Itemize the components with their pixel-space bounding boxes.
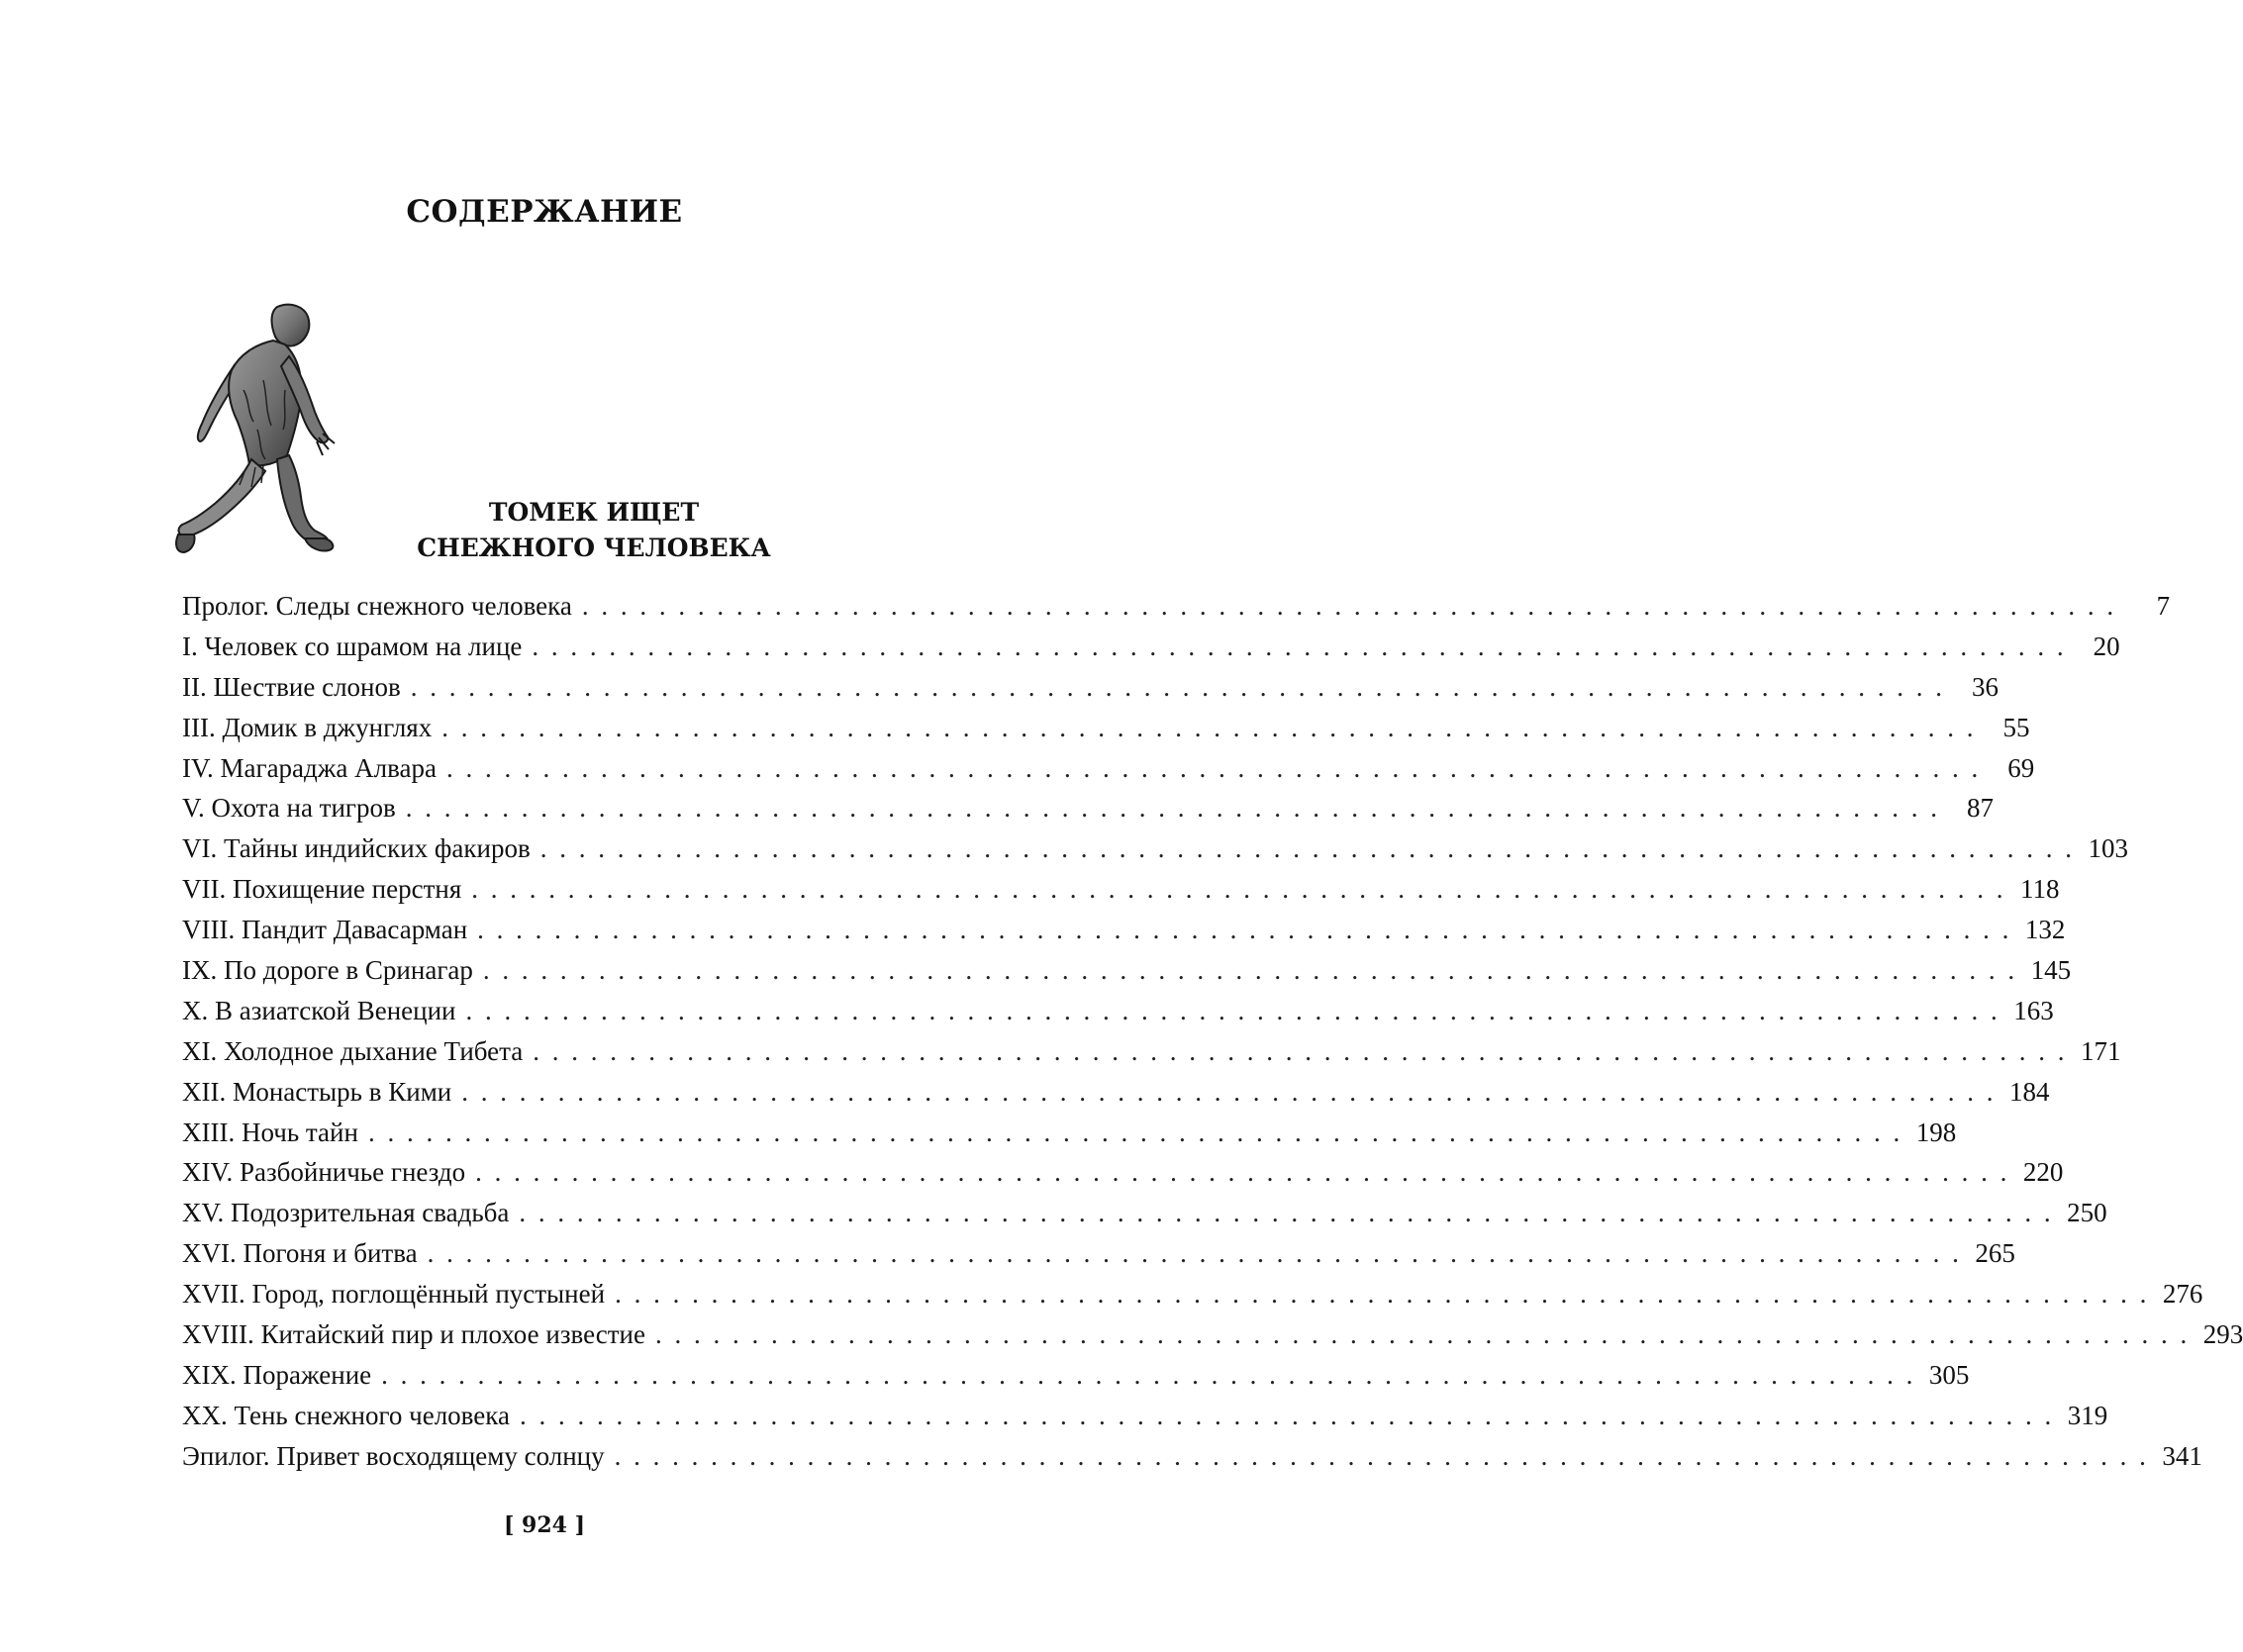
toc-dot-leader: . . . . . . . . . . . . . . . . . . . . . . . . . . . . . . . . . . . . . . . . . . . . . . . . . . . . . . . . . . . . . . . . . . . . . . . . . . . . . . . . (446, 752, 1982, 783)
toc-dot-leader: . . . . . . . . . . . . . . . . . . . . . . . . . . . . . . . . . . . . . . . . . . . . . . . . . . . . . . . . . . . . . . . . . . . . . . . . . . . . . . . . (471, 874, 2006, 905)
toc-dot-leader: . . . . . . . . . . . . . . . . . . . . . . . . . . . . . . . . . . . . . . . . . . . . . . . . . . . . . . . . . . . . . . . . . . . . . . . . . . . . . . . . (482, 955, 2018, 986)
toc-entry[interactable] (182, 1238, 2015, 1279)
toc-entry-page: 250 (2067, 1198, 2107, 1228)
toc-entry-page: 145 (2030, 955, 2072, 986)
toc-entry[interactable] (182, 631, 2120, 672)
toc-entry[interactable] (182, 1359, 1970, 1401)
toc-entry[interactable] (182, 793, 1994, 833)
toc-entry[interactable] (182, 591, 2171, 632)
toc-entry-page: 184 (2008, 1076, 2050, 1107)
toc-dot-leader: . . . . . . . . . . . . . . . . . . . . . . . . . . . . . . . . . . . . . . . . . . . . . . . . . . . . . . . . . . . . . . . . . . . . . . . . . . . . . . . . (475, 1157, 2010, 1188)
toc-entry-page: 132 (2024, 915, 2066, 945)
toc-entry-title: XVIII. Китайский пир и плохое известие (182, 1319, 645, 1350)
toc-entry[interactable] (182, 1440, 2202, 1482)
toc-entry-page: 36 (1972, 671, 1999, 702)
toc-dot-leader: . . . . . . . . . . . . . . . . . . . . . . . . . . . . . . . . . . . . . . . . . . . . . . . . . . . . . . . . . . . . . . . . . . . . . . . . . . . . . . . . (581, 591, 2117, 621)
section-title (396, 495, 792, 566)
toc-entry-page: 198 (1915, 1117, 1957, 1147)
toc-entry-title: XIV. Разбойничье гнездо (182, 1157, 466, 1188)
toc-entry[interactable] (182, 1117, 1957, 1158)
toc-entry-page: 319 (2067, 1400, 2108, 1430)
toc-entry[interactable] (182, 671, 1999, 713)
toc-entry[interactable] (182, 712, 2030, 753)
toc-entry-page: 171 (2081, 1035, 2121, 1066)
toc-entry-page: 103 (2088, 833, 2128, 864)
toc-dot-leader: . . . . . . . . . . . . . . . . . . . . . . . . . . . . . . . . . . . . . . . . . . . . . . . . . . . . . . . . . . . . . . . . . . . . . . . . . . . . . . . . (465, 995, 2000, 1025)
toc-entry[interactable] (182, 915, 2066, 955)
toc-entry-title: VI. Тайны индийских факиров (182, 833, 531, 864)
toc-entry-title: XI. Холодное дыхание Тибета (182, 1035, 524, 1066)
toc-dot-leader: . . . . . . . . . . . . . . . . . . . . . . . . . . . . . . . . . . . . . . . . . . . . . . . . . . . . . . . . . . . . . . . . . . . . . . . . . . . . . . . . (615, 1279, 2150, 1310)
toc-entry-title: III. Домик в джунглях (182, 712, 433, 742)
toc-entry-page: 265 (1975, 1238, 2015, 1269)
toc-entry[interactable] (182, 1198, 2107, 1238)
toc-entry[interactable] (182, 833, 2128, 874)
toc-dot-leader: . . . . . . . . . . . . . . . . . . . . . . . . . . . . . . . . . . . . . . . . . . . . . . . . . . . . . . . . . . . . . . . . . . . . . . . . . . . . . . . . (477, 915, 2012, 945)
toc-entry-title: XVI. Погоня и битва (182, 1238, 418, 1269)
toc-entry-page: 87 (1967, 793, 1994, 824)
toc-dot-leader: . . . . . . . . . . . . . . . . . . . . . . . . . . . . . . . . . . . . . . . . . . . . . . . . . . . . . . . . . . . . . . . . . . . . . . . . . . . . . . . . (539, 833, 2075, 864)
toc-entry[interactable] (182, 1076, 2050, 1118)
toc-dot-leader: . . . . . . . . . . . . . . . . . . . . . . . . . . . . . . . . . . . . . . . . . . . . . . . . . . . . . . . . . . . . . . . . . . . . . . . . . . . . . . . . (533, 1035, 2068, 1066)
toc-entry-title: IX. По дороге в Сринагар (182, 955, 473, 986)
toc-dot-leader: . . . . . . . . . . . . . . . . . . . . . . . . . . . . . . . . . . . . . . . . . . . . . . . . . . . . . . . . . . . . . . . . . . . . . . . . . . . . . . . . (532, 631, 2067, 661)
toc-dot-leader: . . . . . . . . . . . . . . . . . . . . . . . . . . . . . . . . . . . . . . . . . . . . . . . . . . . . . . . . . . . . . . . . . . . . . . . . . . . . . . . . (519, 1400, 2055, 1430)
toc-dot-leader: . . . . . . . . . . . . . . . . . . . . . . . . . . . . . . . . . . . . . . . . . . . . . . . . . . . . . . . . . . . . . . . . . . . . . . . . . . . . . . . . (405, 793, 1940, 824)
toc-entry-title: XV. Подозрительная свадьба (182, 1198, 510, 1228)
toc-entry[interactable] (182, 874, 2060, 915)
toc-dot-leader: . . . . . . . . . . . . . . . . . . . . . . . . . . . . . . . . . . . . . . . . . . . . . . . . . . . . . . . . . . . . . . . . . . . . . . . . . . . . . . . . (427, 1238, 1962, 1269)
toc-entry[interactable] (182, 1279, 2203, 1319)
toc-entry-page: 220 (2022, 1157, 2064, 1188)
toc-entry-page: 20 (2093, 631, 2120, 661)
toc-entry-page: 55 (2002, 712, 2030, 742)
toc-dot-leader: . . . . . . . . . . . . . . . . . . . . . . . . . . . . . . . . . . . . . . . . . . . . . . . . . . . . . . . . . . . . . . . . . . . . . . . . . . . . . . . . (461, 1076, 1997, 1107)
toc-entry-title: II. Шествие слонов (182, 671, 401, 702)
toc-entry-page: 69 (2007, 752, 2035, 783)
yeti-illustration (174, 301, 352, 566)
toc-entry-title: XVII. Город, поглощённый пустыней (182, 1279, 606, 1310)
toc-dot-leader: . . . . . . . . . . . . . . . . . . . . . . . . . . . . . . . . . . . . . . . . . . . . . . . . . . . . . . . . . . . . . . . . . . . . . . . . . . . . . . . . (654, 1319, 2191, 1350)
toc-entry[interactable] (182, 1035, 2121, 1077)
section-title-line-2: СНЕЖНОГО ЧЕЛОВЕКА (417, 534, 771, 562)
page-title: СОДЕРЖАНИЕ (406, 194, 683, 230)
toc-entry-title: Эпилог. Привет восходящему солнцу (182, 1440, 605, 1471)
table-of-contents (182, 591, 2243, 1482)
toc-entry-title: VII. Похищение перстня (182, 874, 462, 905)
toc-entry[interactable] (182, 752, 2035, 794)
toc-dot-leader: . . . . . . . . . . . . . . . . . . . . . . . . . . . . . . . . . . . . . . . . . . . . . . . . . . . . . . . . . . . . . . . . . . . . . . . . . . . . . . . . (441, 712, 1977, 742)
toc-entry[interactable] (182, 1157, 2064, 1198)
toc-entry-title: V. Охота на тигров (182, 793, 396, 824)
yeti-figure-icon (174, 301, 352, 566)
toc-entry-title: XIX. Поражение (182, 1359, 372, 1390)
toc-entry-page: 163 (2013, 995, 2054, 1025)
toc-entry-page: 276 (2162, 1279, 2203, 1310)
toc-entry[interactable] (182, 1400, 2108, 1441)
toc-entry-title: XII. Монастырь в Кими (182, 1076, 452, 1107)
toc-entry-page: 341 (2162, 1440, 2202, 1471)
toc-entry[interactable] (182, 955, 2072, 996)
toc-entry-page: 305 (1928, 1359, 1970, 1390)
toc-dot-leader: . . . . . . . . . . . . . . . . . . . . . . . . . . . . . . . . . . . . . . . . . . . . . . . . . . . . . . . . . . . . . . . . . . . . . . . . . . . . . . . . (367, 1117, 1903, 1147)
toc-entry-title: X. В азиатской Венеции (182, 995, 456, 1025)
toc-entry-title: XIII. Ночь тайн (182, 1117, 358, 1147)
section-title-line-1: ТОМЕК ИЩЕТ (488, 498, 700, 527)
toc-entry-title: VIII. Пандит Давасарман (182, 915, 468, 945)
toc-dot-leader: . . . . . . . . . . . . . . . . . . . . . . . . . . . . . . . . . . . . . . . . . . . . . . . . . . . . . . . . . . . . . . . . . . . . . . . . . . . . . . . . (614, 1440, 2149, 1471)
toc-entry[interactable] (182, 1319, 2243, 1360)
toc-entry-title: Пролог. Следы снежного человека (182, 591, 572, 621)
toc-entry-page: 118 (2020, 874, 2060, 905)
toc-dot-leader: . . . . . . . . . . . . . . . . . . . . . . . . . . . . . . . . . . . . . . . . . . . . . . . . . . . . . . . . . . . . . . . . . . . . . . . . . . . . . . . . (410, 671, 1945, 702)
toc-entry[interactable] (182, 995, 2054, 1036)
toc-entry-title: XX. Тень снежного человека (182, 1400, 510, 1430)
toc-entry-page: 7 (2156, 591, 2171, 621)
toc-entry-title: I. Человек со шрамом на лице (182, 631, 523, 661)
page-number: [ 924 ] (503, 1512, 586, 1538)
toc-dot-leader: . . . . . . . . . . . . . . . . . . . . . . . . . . . . . . . . . . . . . . . . . . . . . . . . . . . . . . . . . . . . . . . . . . . . . . . . . . . . . . . . (519, 1198, 2054, 1228)
toc-dot-leader: . . . . . . . . . . . . . . . . . . . . . . . . . . . . . . . . . . . . . . . . . . . . . . . . . . . . . . . . . . . . . . . . . . . . . . . . . . . . . . . . (381, 1359, 1916, 1390)
toc-entry-page: 293 (2202, 1319, 2243, 1350)
toc-entry-title: IV. Магараджа Алвара (182, 752, 438, 783)
